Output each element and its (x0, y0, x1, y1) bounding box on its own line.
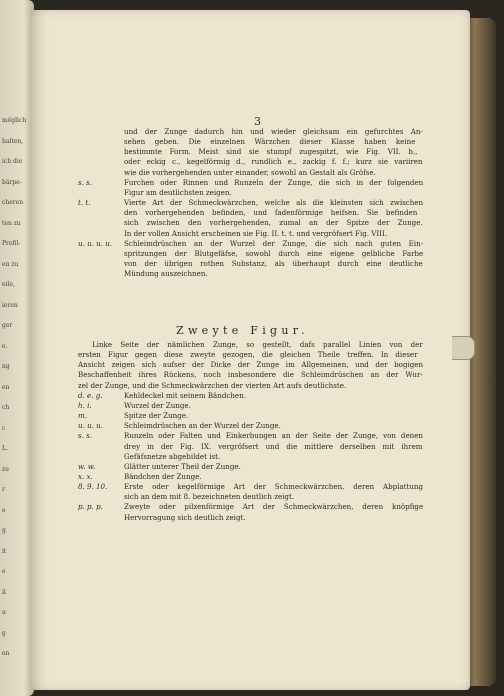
left-page-fragment: g (2, 629, 6, 637)
left-page-fragment: ch (2, 404, 10, 411)
left-page-fragment: halten, (2, 137, 24, 145)
entry-marker: w. w. (78, 461, 96, 471)
entry-line: Gefäfsnetze abgebildet ist. (124, 451, 221, 461)
entry-marker: u. u. u. (78, 421, 103, 431)
entry-line: Runzeln oder Falten und Einkerbungen an der Seite der Zunge, von denen (124, 431, 423, 441)
left-page-fragment: ten zu (2, 219, 21, 227)
entry-line: Figur am deutlichsten zeigen. (124, 187, 232, 197)
entry-line: sich an dem mit 8. bezeichneten deutlich zeigt. (124, 492, 295, 502)
left-page-fragment: ich die (2, 158, 23, 165)
text-line: und der Zunge dadurch hin und wieder gleichsam ein gefurchtes An- (124, 127, 423, 136)
left-page-fragment: u (2, 609, 6, 616)
text-line: Beschaffenheit ihres Rückens, noch insbesondere die Schleimdrüschen an der Wur- (78, 370, 423, 380)
left-page-fragment: zu (2, 465, 10, 473)
entry-marker: h. i. (78, 400, 92, 410)
text-line: ersten Figur gegen diese zweyte gezogen, die gleichen Theile treffen. In dieser (78, 350, 418, 360)
page-clasp (452, 336, 475, 360)
entry-marker: 8. 9. 10. (78, 482, 108, 492)
left-page-fragment: cheren (2, 199, 24, 206)
text-line: Ansicht zeigen sich aufser der Dicke der Zunge im Allgemeinen, und der bogigen (78, 360, 424, 370)
page-number: 3 (254, 115, 261, 128)
text-line: Linke Seite der nämlichen Zunge, so gestellt, dafs parallel Linien von der (92, 340, 423, 349)
entry-marker: p. p. p. (78, 502, 103, 512)
text-line: bestimmte Form. Meist sind sie stumpf zugespitzt, wie Fig. VII. b., (124, 147, 418, 157)
left-page-fragment: en zu (2, 260, 19, 268)
entry-line: Mündung auszeichnen. (124, 269, 208, 279)
book-page (30, 10, 470, 690)
left-page-fragment: g (2, 527, 6, 534)
entry-marker: d. e. g. (78, 390, 103, 400)
left-page-fragment: eile, (2, 281, 15, 288)
entry-line: Erste oder kegelförmige Art der Schmeckwärzchen, deren Abplattung (124, 482, 424, 492)
entry-line: Glätter unterer Theil der Zunge. (124, 461, 241, 471)
entry-marker: s. s. (78, 177, 93, 187)
entry-marker: s. s. (78, 431, 93, 441)
left-page-fragment: r (2, 486, 5, 493)
left-page-fragment: L. (2, 445, 8, 452)
entry-line: Furchen oder Rinnen und Runzeln der Zunge, die sich in der folgenden (124, 177, 424, 187)
entry-marker: m. (78, 411, 87, 421)
entry-line: Wurzel der Zunge. (124, 400, 191, 410)
left-page-fragment: il (2, 588, 6, 596)
entry-line: Kehldeckel mit seinem Bändchen. (124, 390, 246, 400)
entry-line: Schleimdrüschen an der Wurzel der Zunge, die sich nach guten Ein- (124, 238, 424, 248)
left-page-fragment: bärpe- (2, 178, 22, 186)
entry-marker: t. t. (78, 198, 91, 208)
left-page-fragment: ieren (2, 301, 18, 309)
entry-line: Vierte Art der Schmeckwärzchen, welche als die kleinsten sich zwischen (124, 198, 424, 208)
entry-marker: x. x. (78, 471, 93, 481)
text-line: sehen geben. Die einzelnen Wärzchen dieser Klasse haben keine (124, 137, 416, 147)
left-page-fragment: en (2, 383, 10, 391)
text-line: zel der Zunge, und die Schmeckwärzchen der vierten Art aufs deutlichste. (78, 380, 347, 390)
left-page-fragment: e (2, 568, 6, 575)
left-page-fragment: it (2, 547, 7, 555)
text-line: oder eckig c., kegelförmig d., rundlich e., zackig f. f.; kurz sie variiren (124, 157, 423, 167)
left-page-edge (0, 0, 34, 696)
entry-marker: u. u. u. u. (78, 238, 113, 248)
left-page-fragment: e. (2, 342, 8, 350)
entry-line: von der übrigen rothen Substanz, als überhaupt durch eine deutliche (124, 258, 423, 268)
entry-line: Bändchen der Zunge. (124, 471, 202, 481)
entry-line: Zweyte oder pilzenförmige Art der Schmeckwärzchen, deren knöpfige (124, 502, 424, 512)
entry-line: Spitze der Zunge. (124, 411, 189, 421)
left-page-fragment: ng (2, 363, 10, 370)
left-page-fragment: Profil- (2, 240, 21, 247)
entry-line: spritzungen der Blutgefäfse, sowohl durch eine eigene gelbliche Farbe (124, 248, 424, 258)
entry-line: drey in der Fig. IX. vergröfsert und die mittlere derselben mit ihrem (124, 441, 423, 451)
left-page-fragment: c (2, 424, 6, 432)
left-page-fragment: ger (2, 322, 13, 329)
section-heading: Zweyte Figur. (176, 324, 309, 337)
entry-line: Hervorragung sich deutlich zeigt. (124, 512, 246, 522)
entry-line: sich zwischen den vorhergehenden, zumal an der Spitze der Zunge. (124, 218, 423, 228)
left-page-fragment: e (2, 506, 6, 514)
entry-line: In der vollen Ansicht erscheinen sie Fig. II. t. t. und vergröfsert Fig. VIII. (124, 228, 388, 238)
entry-line: Schleimdrüschen an der Wurzel der Zunge. (124, 421, 281, 431)
entry-line: den vorhergehenden befinden, und fadenförmige heifsen. Sie befinden (124, 208, 418, 218)
text-line: wie die vorhergehenden unter einander, sowohl an Gestalt als Gröfse. (124, 167, 376, 177)
left-page-fragment: en (2, 650, 10, 657)
left-page-fragment: möglich (2, 117, 27, 124)
